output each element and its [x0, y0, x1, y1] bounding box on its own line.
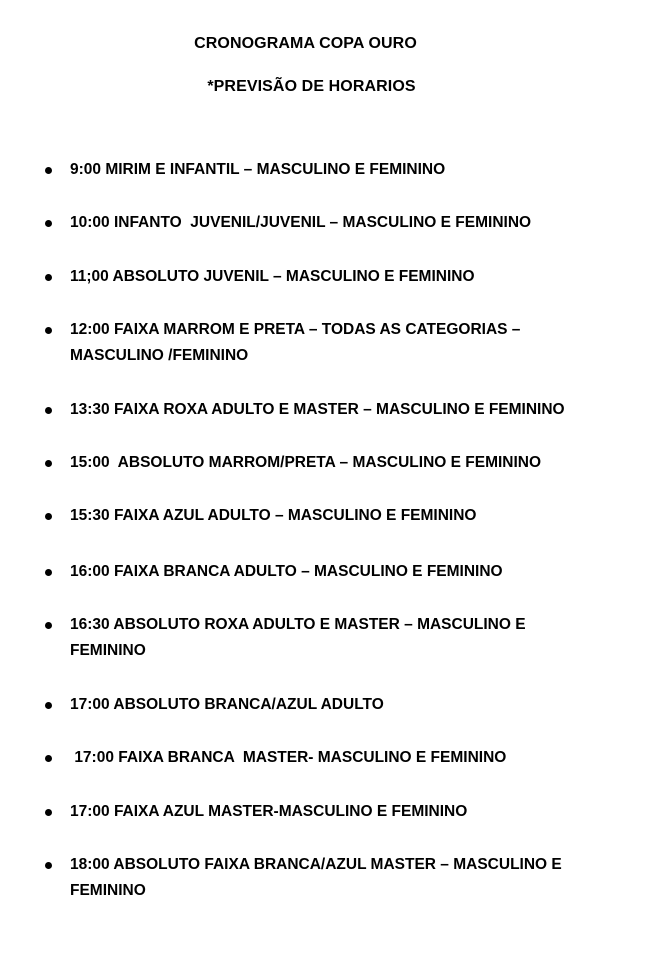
list-item: [43, 559, 603, 585]
list-item: [43, 503, 603, 529]
list-item: [43, 317, 543, 369]
list-item: [43, 799, 603, 825]
list-item-text: 15:00 ABSOLUTO MARROM/PRETA – MASCULINO E FEMININO: [70, 454, 542, 471]
list-item: [43, 612, 555, 664]
list-item: [43, 264, 603, 290]
list-item: [43, 397, 603, 423]
list-item: [43, 692, 603, 718]
list-item: [43, 450, 603, 476]
list-item: [43, 745, 603, 771]
list-item-text: 17:00 FAIXA AZUL MASTER-MASCULINO E FEMININO: [70, 803, 468, 820]
list-item-text: 18:00 ABSOLUTO FAIXA BRANCA/AZUL MASTER – MASCULINO E FEMININO: [70, 856, 567, 899]
list-item-text: 16:30 ABSOLUTO ROXA ADULTO E MASTER – MASCULINO E FEMININO: [70, 616, 530, 659]
list-item: [43, 157, 603, 183]
list-item-text: 16:00 FAIXA BRANCA ADULTO – MASCULINO E FEMININO: [70, 563, 503, 580]
page-subtitle: *PREVISÃO DE HORARIOS: [207, 78, 416, 95]
list-item-text: 13:30 FAIXA ROXA ADULTO E MASTER – MASCULINO E FEMININO: [70, 401, 565, 418]
list-item: [43, 210, 603, 236]
list-item-text: 17:00 ABSOLUTO BRANCA/AZUL ADULTO: [70, 696, 384, 713]
list-item-text: 17:00 FAIXA BRANCA MASTER- MASCULINO E FEMININO: [70, 749, 507, 766]
list-item-text: 12:00 FAIXA MARROM E PRETA – TODAS AS CATEGORIAS – MASCULINO /FEMININO: [70, 321, 525, 364]
list-item-text: 10:00 INFANTO JUVENIL/JUVENIL – MASCULINO E FEMININO: [70, 214, 532, 231]
list-item: [43, 852, 595, 904]
list-item-text: 9:00 MIRIM E INFANTIL – MASCULINO E FEMININO: [70, 161, 446, 178]
page-title: CRONOGRAMA COPA OURO: [194, 35, 417, 52]
list-item-text: 15:30 FAIXA AZUL ADULTO – MASCULINO E FEMININO: [70, 507, 477, 524]
list-item-text: 11;00 ABSOLUTO JUVENIL – MASCULINO E FEMININO: [70, 268, 475, 285]
